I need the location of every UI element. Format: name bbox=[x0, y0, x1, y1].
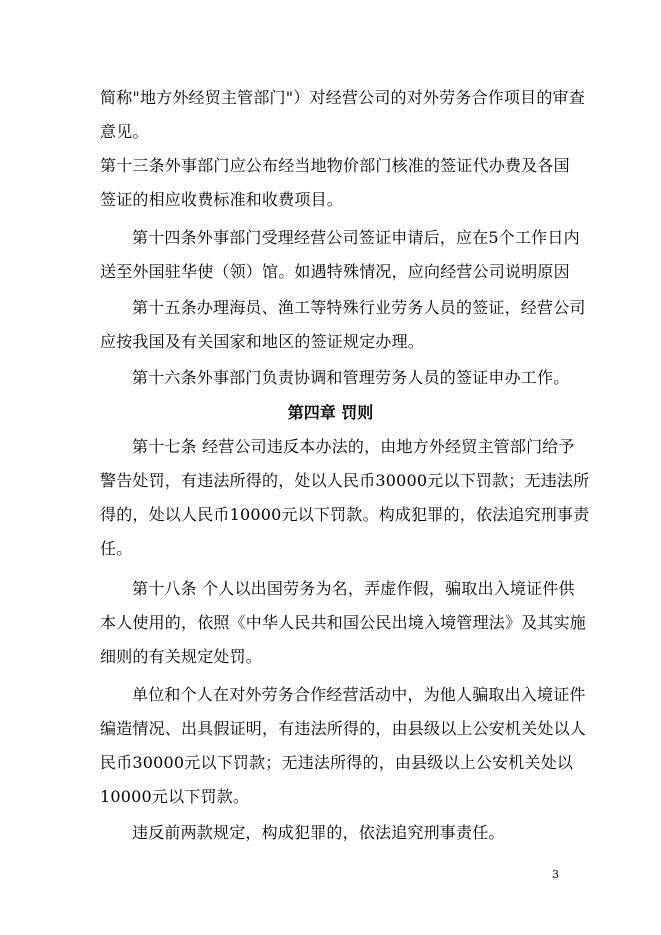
text-line: 送至外国驻华使（领）馆。如遇特殊情况，应向经营公司说明原因 bbox=[100, 262, 570, 281]
text-line: 10000元以下罚款。 bbox=[100, 787, 250, 806]
text-line: 第十五条办理海员、渔工等特殊行业劳务人员的签证，经营公司 bbox=[132, 298, 586, 317]
text-line: 签证的相应收费标准和收费项目。 bbox=[100, 190, 344, 209]
text-line: 第十六条外事部门负责协调和管理劳务人员的签证申办工作。 bbox=[132, 368, 570, 387]
text-line: 第十四条外事部门受理经营公司签证申请后，应在5个工作日内 bbox=[132, 228, 580, 247]
text-line: 应按我国及有关国家和地区的签证规定办理。 bbox=[100, 332, 425, 351]
text-line: 警告处罚，有违法所得的，处以人民币30000元以下罚款；无违法所 bbox=[100, 471, 590, 490]
page-number: 3 bbox=[552, 868, 559, 881]
text-line: 细则的有关规定处罚。 bbox=[100, 647, 263, 666]
text-line: 违反前两款规定，构成犯罪的，依法追究刑事责任。 bbox=[132, 823, 505, 842]
text-line: 意见。 bbox=[100, 122, 149, 141]
text-line: 第十七条 经营公司违反本办法的，由地方外经贸主管部门给予 bbox=[132, 437, 575, 456]
text-line: 编造情况、出具假证明，有违法所得的，由县级以上公安机关处以人 bbox=[100, 719, 587, 738]
text-line: 第十三条外事部门应公布经当地物价部门核准的签证代办费及各国 bbox=[100, 156, 570, 175]
text-line: 民币30000元以下罚款；无违法所得的，由县级以上公安机关处以 bbox=[100, 753, 574, 772]
text-line: 简称"地方外经贸主管部门"）对经营公司的对外劳务合作项目的审查 bbox=[100, 88, 585, 107]
text-line: 任。 bbox=[100, 539, 133, 558]
text-line: 单位和个人在对外劳务合作经营活动中，为他人骗取出入境证件 bbox=[132, 685, 586, 704]
text-line: 得的，处以人民币10000元以下罚款。构成犯罪的，依法追究刑事责 bbox=[100, 505, 590, 524]
chapter-heading: 第四章 罚则 bbox=[287, 403, 374, 422]
text-line: 本人使用的，依照《中华人民共和国公民出境入境管理法》及其实施 bbox=[100, 613, 587, 632]
text-line: 第十八条 个人以出国劳务为名，弄虚作假，骗取出入境证件供 bbox=[132, 579, 575, 598]
